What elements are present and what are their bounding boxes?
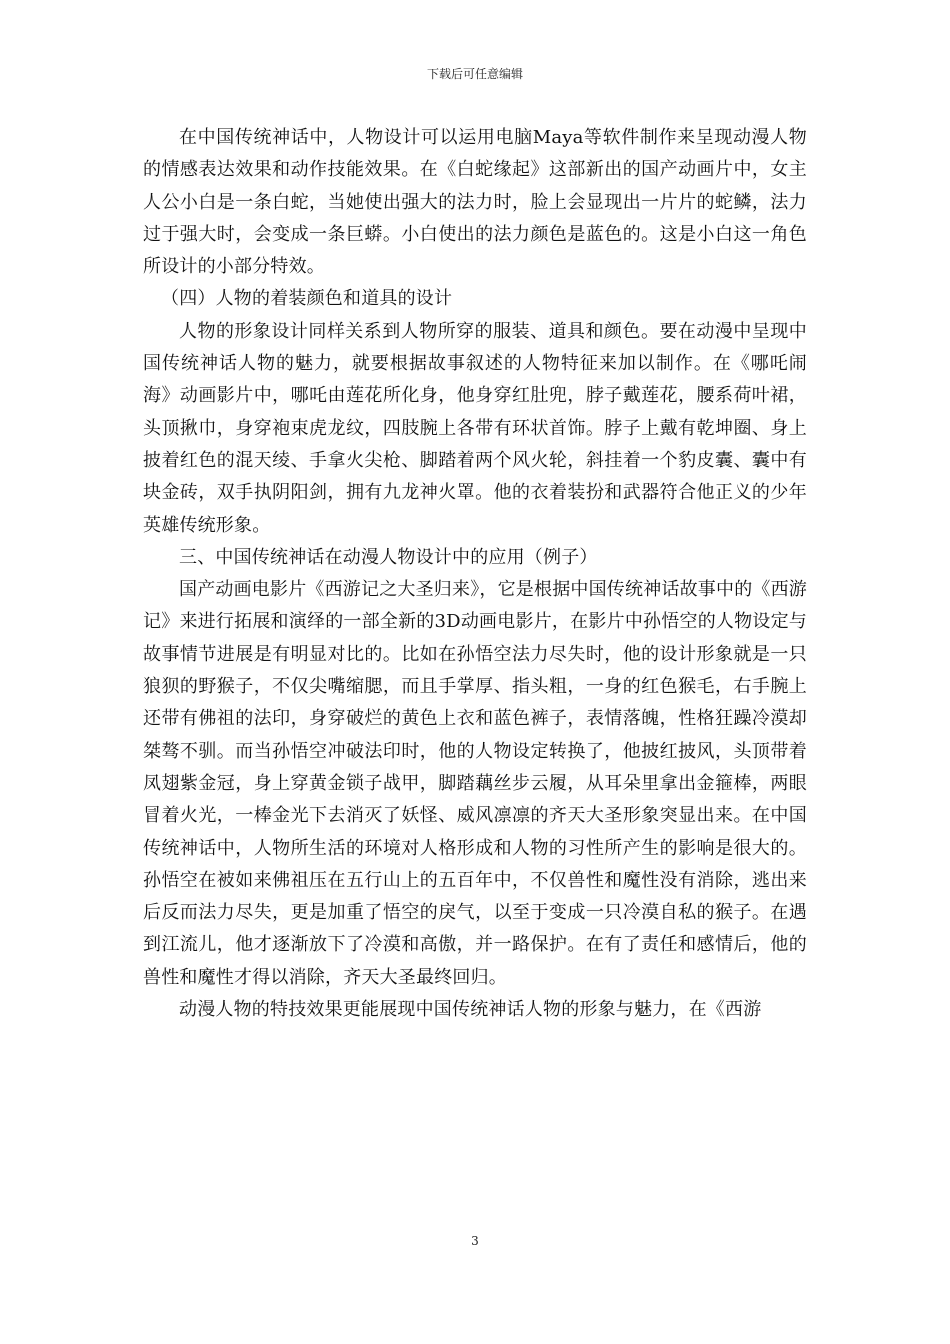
page-number: 3 — [471, 1234, 479, 1248]
section-heading-costume-props: （四）人物的着装颜色和道具的设计 — [161, 288, 453, 310]
document-body — [143, 122, 807, 1026]
paragraph-baishe-special-effects: 在中国传统神话中，人物设计可以运用电脑Maya等软件制作来呈现动漫人物的情感表达效果和动作技能效果。在《白蛇缘起》这部新出的国产动画片中，女主人公小白是一条白蛇，当她使出强大的法力时，脸上会显现出一片片的蛇鳞，法力过于强大时，会变成一条巨蟒。小白使出的法力颜色是蓝色的。这是小白这一角色所设计的小部分特效。 — [143, 127, 807, 278]
paragraph-monkey-king: 国产动画电影片《西游记之大圣归来》，它是根据中国传统神话故事中的《西游记》来进行拓展和演绎的一部全新的3D动画电影片，在影片中孙悟空的人物设定与故事情节进展是有明显对比的。比如在孙悟空法力尽失时，他的设计形象就是一只狼狈的野猴子，不仅尖嘴缩腮，而且手掌厚、指头粗，一身的红色猴毛，右手腕上还带有佛祖的法印，身穿破烂的黄色上衣和蓝色裤子，表情落魄，性格狂躁冷漠却桀骜不驯。而当孙悟空冲破法印时，他的人物设定转换了，他披红披风，头顶带着凤翅紫金冠，身上穿黄金锁子战甲，脚踏藕丝步云履，从耳朵里拿出金箍棒，两眼冒着火光，一棒金光下去消灭了妖怪、威风凛凛的齐天大圣形象突显出来。在中国传统神话中，人物所生活的环境对人格形成和人物的习性所产生的影响是很大的。孙悟空在被如来佛祖压在五行山上的五百年中，不仅兽性和魔性没有消除，逃出来后反而法力尽失，更是加重了悟空的戾气，以至于变成一只冷漠自私的猴子。在遇到江流儿，他才逐渐放下了冷漠和高傲，并一路保护。在有了责任和感情后，他的兽性和魔性才得以消除，齐天大圣最终回归。 — [143, 579, 807, 988]
paragraph-nezha-costume: 人物的形象设计同样关系到人物所穿的服装、道具和颜色。要在动漫中呈现中国传统神话人物的魅力，就要根据故事叙述的人物特征来加以制作。在《哪吒闹海》动画影片中，哪吒由莲花所化身，他身穿红肚兜，脖子戴莲花，腰系荷叶裙，头顶揪巾，身穿袍束虎龙纹，四肢腕上各带有环状首饰。脖子上戴有乾坤圈、身上披着红色的混天绫、手拿火尖枪、脚踏着两个风火轮，斜挂着一个豹皮囊、囊中有块金砖，双手执阴阳剑，拥有九龙神火罩。他的衣着装扮和武器符合他正义的少年英雄传统形象。 — [143, 320, 807, 536]
section-heading-application-examples: 三、中国传统神话在动漫人物设计中的应用（例子） — [179, 546, 598, 568]
paragraph-special-effects-continued: 动漫人物的特技效果更能展现中国传统神话人物的形象与魅力，在《西游 — [179, 999, 762, 1021]
page-header: 下载后可任意编辑 — [426, 67, 523, 81]
